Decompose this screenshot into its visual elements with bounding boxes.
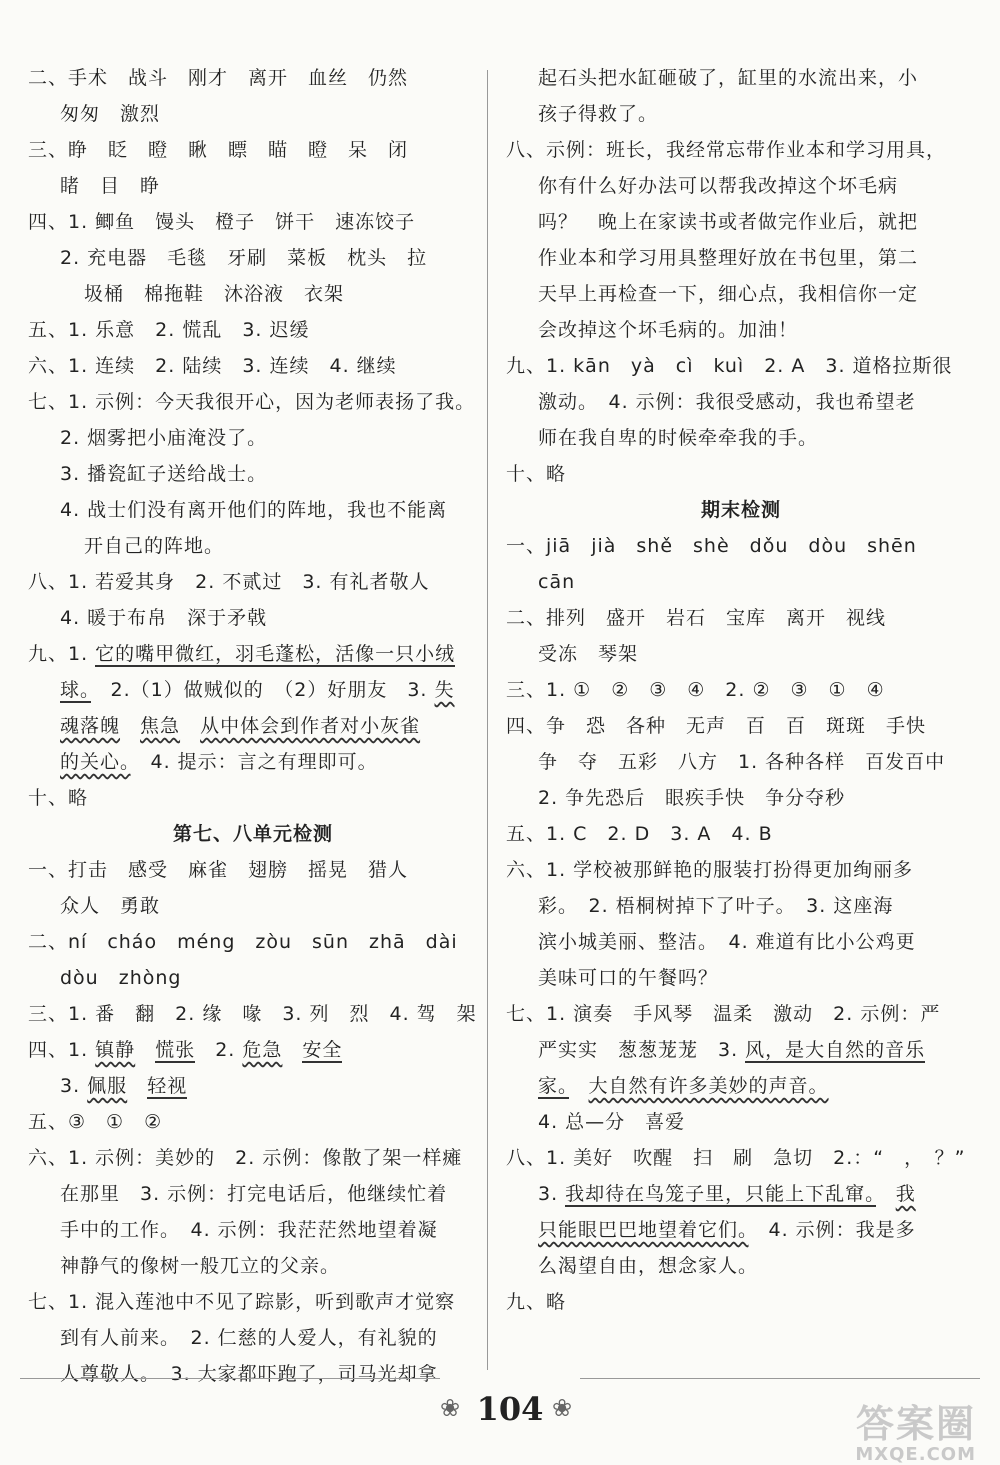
answer-line: 4. 总—分 喜爱 — [538, 1111, 686, 1133]
wavy-underlined-text: 危急 — [242, 1039, 283, 1061]
answer-line — [28, 636, 478, 672]
answer-line: 五、③ ① ② — [28, 1111, 163, 1133]
text-run: 2.（1）做贼似的 （2）好朋友 3. — [90, 679, 435, 701]
underlined-text: 安全 — [302, 1039, 343, 1061]
text-run: 4. 提示：言之有理即可。 — [130, 751, 378, 773]
answer-line — [506, 1032, 976, 1068]
watermark-logo-text: 答案圈 — [855, 1402, 976, 1446]
answer-line: 彩。 2. 梧桐树掉下了叶子。 3. 这座海 — [538, 895, 894, 917]
footer-rule-right — [580, 1378, 980, 1379]
answer-line: 3. 播瓷缸子送给战士。 — [60, 463, 268, 485]
wavy-underlined-text: 只能眼巴巴地望着它们。 — [538, 1219, 749, 1241]
answer-line — [506, 348, 976, 384]
answer-line: 2. 争先恐后 眼疾手快 争分夺秒 — [538, 787, 846, 809]
answer-line: 七、1. 混入莲池中不见了踪影，听到歌声才觉察 — [28, 1291, 456, 1313]
answer-line: 十、略 — [506, 463, 567, 485]
section-heading: 期末检测 — [700, 499, 781, 521]
page-number: 104 — [476, 1390, 544, 1428]
watermark-url: MXQE.COM — [855, 1444, 976, 1465]
answer-line: 美味可口的午餐吗？ — [538, 967, 719, 989]
underlined-text: 轻视 — [147, 1075, 188, 1097]
text-run: 四、1. — [28, 1039, 96, 1061]
answer-line: 4. 暖于布帛 深于矛戟 — [60, 607, 268, 629]
answer-line: 三、1. 番 翻 2. 缘 喙 3. 列 烈 4. 驾 架 — [28, 1003, 477, 1025]
answer-line: 五、1. 乐意 2. 慌乱 3. 迟缓 — [28, 319, 310, 341]
text-run: 3. — [60, 1075, 88, 1097]
answer-line: 人尊敬人。 3. 大家都吓跑了，司马光却拿 — [60, 1363, 438, 1385]
answer-line: 六、1. 示例：美妙的 2. 示例：像散了架一样瘫 — [28, 1147, 463, 1169]
underlined-text: 风，是大自然的音乐 — [745, 1039, 926, 1061]
answer-line: 争 夺 五彩 八方 1. 各种各样 百发百中 — [538, 751, 946, 773]
text-run — [569, 1075, 589, 1097]
answer-line: 七、1. 演奏 手风琴 温柔 激动 2. 示例：严 — [506, 1003, 941, 1025]
answer-line: 二、ní cháo méng zòu sūn zhā dài — [28, 931, 458, 953]
wavy-underlined-text: 我 — [895, 1183, 916, 1205]
answer-line: 激动。 4. 示例：我很受感动，我也希望老 — [538, 391, 916, 413]
watermark — [855, 1404, 976, 1465]
answer-line: cān — [538, 571, 576, 593]
left-column — [28, 60, 478, 1392]
underlined-text: 家。 — [538, 1075, 569, 1097]
text-run — [127, 1075, 147, 1097]
text-run: 4. 示例：我是多 — [748, 1219, 916, 1241]
answer-line: 睹 目 睁 — [60, 175, 161, 197]
answer-line: 你有什么好办法可以帮我改掉这个坏毛病 — [538, 175, 899, 197]
text-run: 严实实 葱葱茏茏 3. — [538, 1039, 746, 1061]
underlined-text: 我却待在鸟笼子里，只能上下乱窜。 — [565, 1183, 876, 1205]
answer-line: 八、示例：班长，我经常忘带作业本和学习用具， — [506, 139, 947, 161]
answer-line: 在那里 3. 示例：打完电话后，他继续忙着 — [60, 1183, 448, 1205]
answer-line: 三、1. ① ② ③ ④ 2. ② ③ ① ④ — [506, 679, 885, 701]
answer-line: 四、1. 鲫鱼 馒头 橙子 饼干 速冻饺子 — [28, 211, 416, 233]
answer-line: 到有人前来。 2. 仁慈的人爱人，有礼貌的 — [60, 1327, 438, 1349]
flower-ornament-icon: ❀ — [552, 1394, 573, 1422]
underlined-text: 慌张 — [155, 1039, 196, 1061]
column-divider — [487, 70, 488, 1370]
text-run — [282, 1039, 302, 1061]
text-run: 九、1. — [28, 643, 96, 665]
answer-line: 二、手术 战斗 刚才 离开 血丝 仍然 — [28, 67, 409, 89]
answer-line: dòu zhòng — [60, 967, 182, 989]
answer-line: 孩子得救了。 — [538, 103, 659, 125]
answer-line: 圾桶 棉拖鞋 沐浴液 衣架 — [84, 283, 345, 305]
wavy-underlined-text: 大自然有许多美妙的声音。 — [588, 1075, 829, 1097]
text-run — [120, 715, 140, 737]
answer-line — [28, 672, 478, 708]
answer-line: 手中的工作。 4. 示例：我茫茫然地望着凝 — [60, 1219, 438, 1241]
text-run: 2. A 3. 道格拉斯很 — [744, 355, 953, 377]
text-run: kān yà cì kuì — [573, 355, 745, 377]
answer-line: 受冻 琴架 — [538, 643, 639, 665]
answer-line: 众人 勇敢 — [60, 895, 161, 917]
answer-line: 十、略 — [28, 787, 89, 809]
underlined-text: 球。 — [60, 679, 91, 701]
text-run — [876, 1183, 896, 1205]
wavy-underlined-text: 从中体会到作者对小灰雀 — [200, 715, 421, 737]
answer-line: 作业本和学习用具整理好放在书包里，第二 — [538, 247, 919, 269]
text-run — [135, 1039, 155, 1061]
answer-line: 起石头把水缸砸破了，缸里的水流出来，小 — [538, 67, 919, 89]
answer-line — [28, 708, 478, 744]
answer-line: 匆匆 激烈 — [60, 103, 161, 125]
section-heading: 第七、八单元检测 — [172, 823, 333, 845]
answer-line: 八、1. 美好 吹醒 扫 刷 急切 2.：“ ， ？” — [506, 1147, 966, 1169]
answer-line: 六、1. 学校被那鲜艳的服装打扮得更加绚丽多 — [506, 859, 914, 881]
wavy-underlined-text: 的关心。 — [60, 751, 131, 773]
answer-line: 六、1. 连续 2. 陆续 3. 连续 4. 继续 — [28, 355, 397, 377]
answer-line: 师在我自卑的时候牵牵我的手。 — [538, 427, 819, 449]
text-run: 3. — [538, 1183, 566, 1205]
footer-rule-left — [20, 1378, 440, 1379]
answer-line: 四、争 恐 各种 无声 百 百 斑斑 手快 — [506, 715, 927, 737]
answer-line: 会改掉这个坏毛病的。加油！ — [538, 319, 799, 341]
answer-line — [506, 1068, 976, 1104]
answer-line — [28, 1032, 478, 1068]
wavy-underlined-text: 失 — [434, 679, 455, 701]
answer-line: 二、排列 盛开 岩石 宝库 离开 视线 — [506, 607, 887, 629]
text-run — [180, 715, 200, 737]
flower-ornament-icon: ❀ — [440, 1394, 461, 1422]
answer-line: 一、jiā jià shě shè dǒu dòu shēn — [506, 535, 917, 557]
answer-line: 滨小城美丽、整洁。 4. 难道有比小公鸡更 — [538, 931, 916, 953]
answer-line — [28, 1068, 478, 1104]
wavy-underlined-text: 镇静 — [95, 1039, 136, 1061]
right-column — [506, 60, 976, 1320]
text-run: 九、1. — [506, 355, 574, 377]
wavy-underlined-text: 佩服 — [87, 1075, 128, 1097]
answer-line: 4. 战士们没有离开他们的阵地，我也不能离 — [60, 499, 448, 521]
text-run: 2. — [195, 1039, 243, 1061]
answer-line: 天早上再检查一下，细心点，我相信你一定 — [538, 283, 919, 305]
answer-line: 开自己的阵地。 — [84, 535, 225, 557]
answer-line: 2. 烟雾把小庙淹没了。 — [60, 427, 268, 449]
answer-line: 八、1. 若爱其身 2. 不贰过 3. 有礼者敬人 — [28, 571, 430, 593]
answer-line: 九、略 — [506, 1291, 567, 1313]
answer-line: 一、打击 感受 麻雀 翅膀 摇晃 猎人 — [28, 859, 409, 881]
answer-line: 七、1. 示例：今天我很开心，因为老师表扬了我。 — [28, 391, 476, 413]
answer-line: 神静气的像树一般兀立的父亲。 — [60, 1255, 341, 1277]
underlined-text: 它的嘴甲微红，羽毛蓬松，活像一只小绒 — [95, 643, 456, 665]
answer-line: 2. 充电器 毛毯 牙刷 菜板 枕头 拉 — [60, 247, 428, 269]
answer-line — [506, 1176, 976, 1212]
answer-line: 三、睁 眨 瞪 瞅 瞟 瞄 瞪 呆 闭 — [28, 139, 409, 161]
answer-line: 五、1. C 2. D 3. A 4. B — [506, 823, 773, 845]
answer-line: 吗？ 晚上在家读书或者做完作业后，就把 — [538, 211, 919, 233]
answer-line — [506, 1212, 976, 1248]
wavy-underlined-text: 魂落魄 — [60, 715, 121, 737]
wavy-underlined-text: 焦急 — [140, 715, 181, 737]
answer-line: 么渴望自由，想念家人。 — [538, 1255, 759, 1277]
answer-line — [28, 744, 478, 780]
